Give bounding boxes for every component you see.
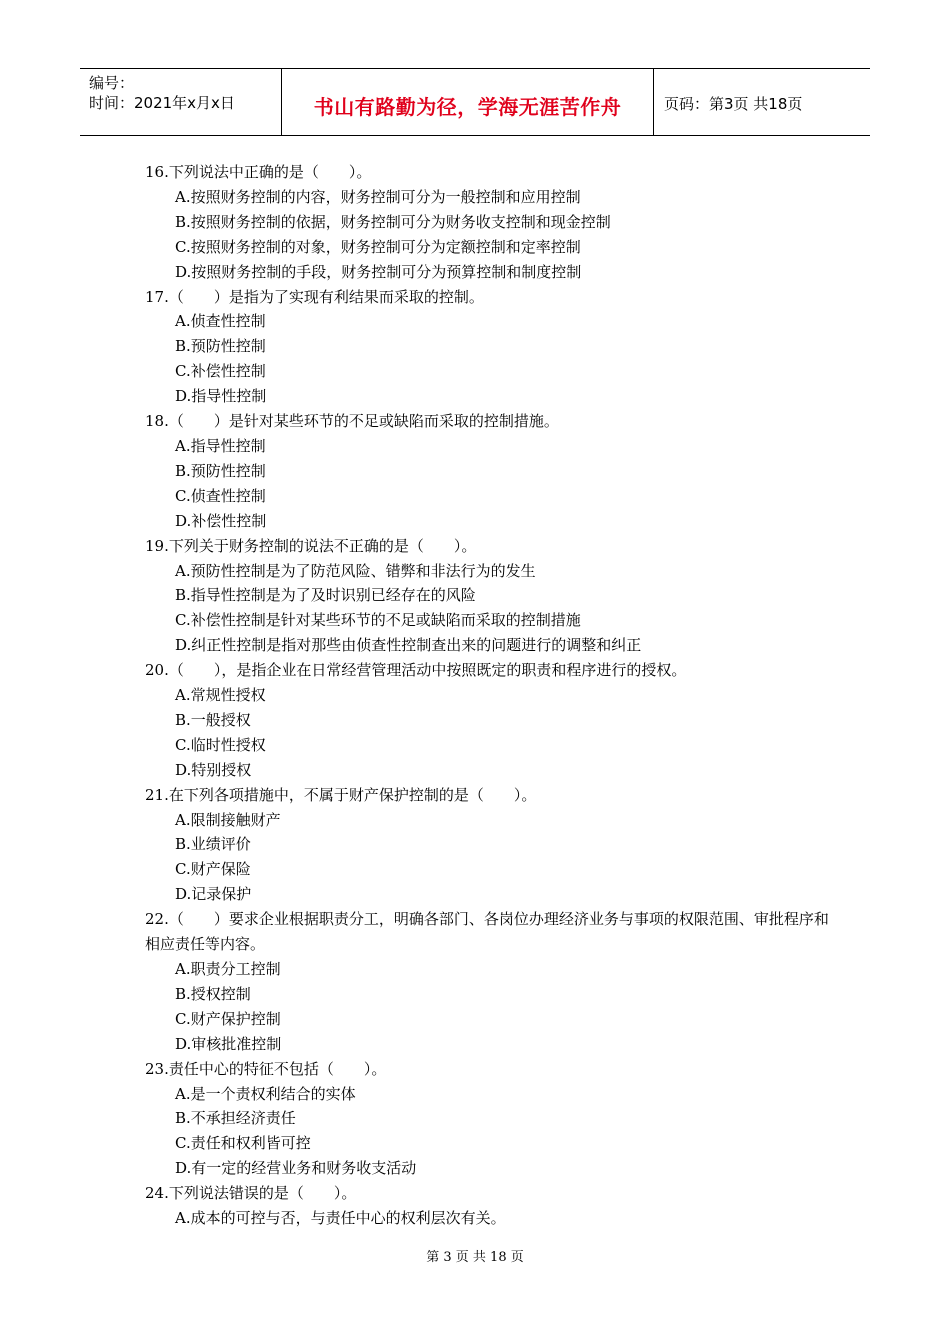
question-option: B.指导性控制是为了及时识别已经存在的风险 [175,586,476,605]
header-info-cell [80,69,282,135]
question-stem: 23.责任中心的特征不包括（ ）。 [145,1059,387,1078]
question-option: A.按照财务控制的内容，财务控制可分为一般控制和应用控制 [175,187,581,206]
header-page-number: 页码：第3页 共18页 [664,95,803,113]
question-option: B.不承担经济责任 [175,1109,296,1128]
question-option: B.一般授权 [175,710,251,729]
question-option: D.按照财务控制的手段，财务控制可分为预算控制和制度控制 [175,262,582,281]
page-header [80,68,870,136]
question-stem: 20.（ ），是指企业在日常经营管理活动中按照既定的职责和程序进行的授权。 [145,661,687,680]
question-stem: 16.下列说法中正确的是（ ）。 [145,163,372,181]
motto-text: 书山有路勤为径，学海无涯苦作舟 [313,95,622,119]
question-option: C.财产保险 [175,860,251,879]
question-option: A.限制接触财产 [175,810,281,829]
question-option: A.预防性控制是为了防范风险、错弊和非法行为的发生 [175,561,536,580]
question-option: B.预防性控制 [175,337,266,356]
header-motto-cell [282,69,654,135]
question-stem: 21.在下列各项措施中，不属于财产保护控制的是（ ）。 [145,785,537,804]
date-label: 时间：2021年x月x日 [89,94,235,112]
question-option: A.指导性控制 [175,436,266,455]
question-option: D.补偿性控制 [175,511,267,530]
question-option: A.成本的可控与否，与责任中心的权利层次有关。 [175,1209,506,1228]
question-option: D.纠正性控制是指对那些由侦查性控制查出来的问题进行的调整和纠正 [175,636,642,655]
question-option: B.授权控制 [175,984,251,1003]
question-option: B.预防性控制 [175,461,266,480]
question-option: C.补偿性控制 [175,362,266,381]
page-footer: 第 3 页 共 18 页 [426,1250,524,1265]
question-stem: 22.（ ）要求企业根据职责分工，明确各部门、各岗位办理经济业务与事项的权限范围、审批程序和相应责任等内容。 [145,910,829,954]
question-option: B.业绩评价 [175,835,251,854]
question-option: A.是一个责权利结合的实体 [175,1084,356,1103]
question-option: D.特别授权 [175,760,252,779]
question-option: C.责任和权利皆可控 [175,1134,311,1153]
question-list [145,160,835,1231]
question-stem: 19.下列关于财务控制的说法不正确的是（ ）。 [145,536,477,555]
question-stem: 24.下列说法错误的是（ ）。 [145,1184,357,1203]
question-option: C.财产保护控制 [175,1009,281,1028]
question-option: C.侦查性控制 [175,486,266,505]
question-option: B.按照财务控制的依据，财务控制可分为财务收支控制和现金控制 [175,212,611,231]
question-option: A.职责分工控制 [175,960,281,978]
question-stem: 18.（ ）是针对某些环节的不足或缺陷而采取的控制措施。 [145,412,559,431]
question-option: C.补偿性控制是针对某些环节的不足或缺陷而采取的控制措施 [175,611,581,630]
serial-number-label: 编号： [89,74,135,92]
question-option: A.侦查性控制 [175,312,266,331]
question-option: D.审核批准控制 [175,1034,282,1053]
question-option: D.有一定的经营业务和财务收支活动 [175,1159,417,1178]
question-option: D.记录保护 [175,885,252,904]
question-option: C.临时性授权 [175,735,266,754]
header-page-cell [654,69,870,135]
question-stem: 17.（ ）是指为了实现有利结果而采取的控制。 [145,287,484,306]
question-option: A.常规性授权 [175,686,266,705]
question-option: D.指导性控制 [175,387,267,406]
question-option: C.按照财务控制的对象，财务控制可分为定额控制和定率控制 [175,237,581,256]
